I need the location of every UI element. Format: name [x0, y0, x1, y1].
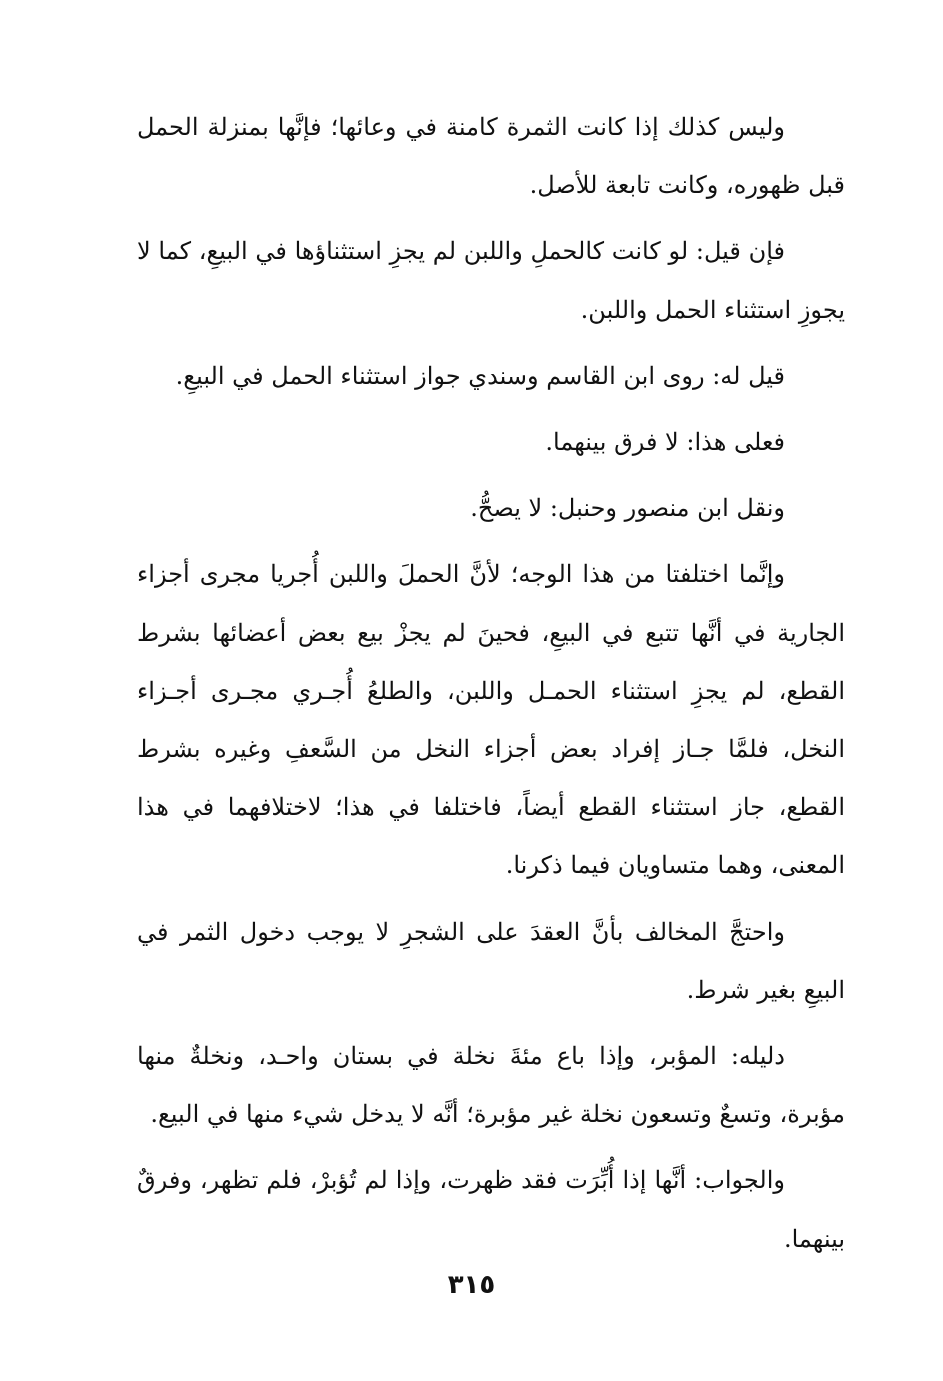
paragraph-6: وإنَّما اختلفتا من هذا الوجه؛ لأنَّ الحملَ واللبن أُجريا مجرى أجزاء الجارية في أنَّها تتبع في البيعِ، فحينَ لم يجزْ بيع بعض أعضائها بشرط القطع، لم يجزِ استثناء الحمـل واللبن، والطلعُ أُجـري مجـرى أجـزاء النخل، فلمَّا جـاز إفراد بعض أجزاء النخل من السَّعفِ وغيره بشرط القطع، جاز استثناء القطع أيضاً، فاختلفا في هذا؛ لاختلافهما في هذا المعنى، وهما متساويان فيما ذكرنا. — [137, 560, 846, 880]
paragraph-1: وليس كذلك إذا كانت الثمرة كامنة في وعائها؛ فإنَّها بمنزلة الحمل قبل ظهوره، وكانت تابعة للأصل. — [137, 113, 845, 200]
paragraph-3: قيل له: روى ابن القاسم وسندي جواز استثناء الحمل في البيعِ. — [175, 361, 785, 390]
paragraph-2: فإن قيل: لو كانت كالحملِ واللبن لم يجزِ استثناؤها في البيعِ، كما لا يجوزِ استثناء الحمل واللبن. — [137, 237, 845, 324]
paragraph-7: واحتجَّ المخالف بأنَّ العقدَ على الشجرِ لا يوجب دخول الثمر في البيعِ بغير شرط. — [137, 917, 845, 1004]
body-text — [137, 98, 845, 1276]
paragraph-8: دليله: المؤبر، وإذا باع مئةَ نخلة في بستان واحـد، ونخلةٌ منها مؤبرة، وتسعٌ وتسعون نخلة غير مؤبرة؛ أنَّه لا يدخل شيء منها في البيع. — [137, 1042, 845, 1129]
page-number: ٣١٥ — [447, 1270, 496, 1300]
paragraph-9: والجواب: أنَّها إذا أُبِّرَت فقد ظهرت، وإذا لم تُؤبرْ، فلم تظهر، وفرقٌ بينهما. — [137, 1166, 845, 1253]
paragraph-5: ونقل ابن منصور وحنبل: لا يصحُّ. — [470, 494, 785, 523]
paragraph-4: فعلى هذا: لا فرق بينهما. — [545, 428, 785, 457]
